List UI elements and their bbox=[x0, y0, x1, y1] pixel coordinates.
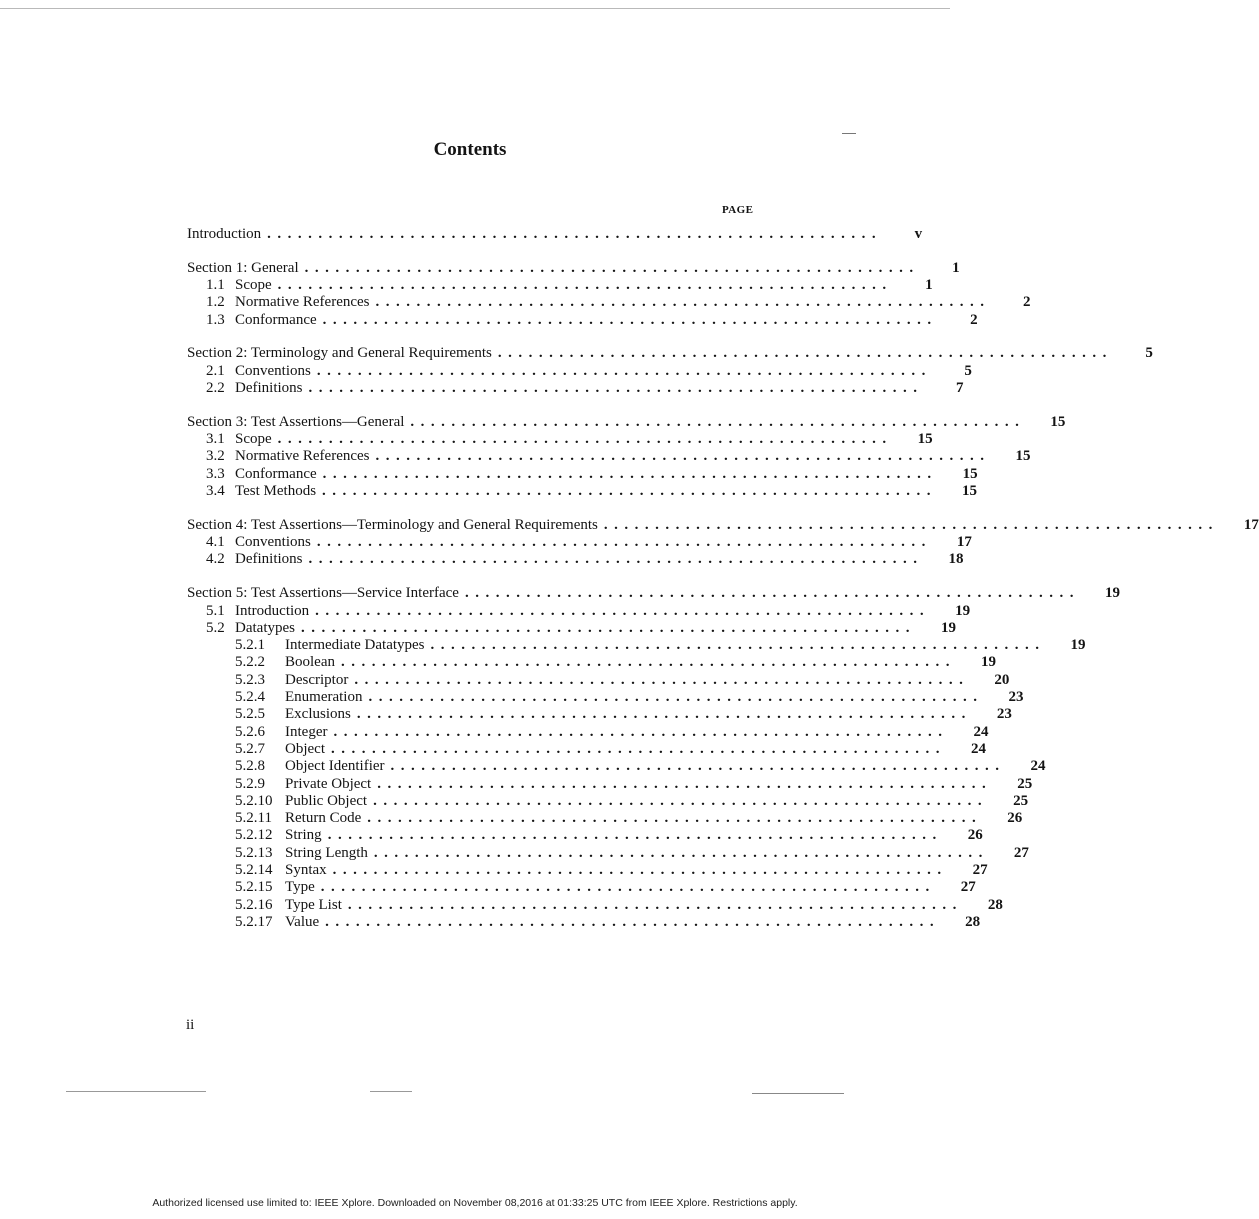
toc-entry-title: Private Object bbox=[285, 775, 372, 792]
toc-entry-title: Value bbox=[285, 913, 320, 930]
toc-entry-number: 5.2.6 bbox=[235, 723, 265, 740]
toc-entry-page: 15 bbox=[1015, 448, 1031, 465]
toc-entry-page: 5 bbox=[1145, 345, 1153, 362]
toc-entry[interactable] bbox=[187, 619, 956, 637]
dot-leader: ............................................................ bbox=[325, 913, 941, 930]
toc-entry-number: 5.2.8 bbox=[235, 758, 265, 775]
dot-leader: ............................................................ bbox=[464, 585, 1080, 602]
toc-entry-page: 17 bbox=[1243, 516, 1259, 533]
toc-entry-title: Section 2: Terminology and General Requirements bbox=[187, 345, 492, 362]
toc-entry-title: Section 3: Test Assertions—General bbox=[187, 413, 405, 430]
toc-entry-title: Section 1: General bbox=[187, 259, 299, 276]
toc-entry-title: Scope bbox=[235, 431, 272, 448]
dot-leader: ............................................................ bbox=[332, 862, 948, 878]
footer-notice: Authorized licensed use limited to: IEEE Xplore. Downloaded on November 08,2016 at 01:33:25 UTC from IEEE Xplore. Restrictions apply. bbox=[152, 1197, 798, 1209]
toc-entry-page: 19 bbox=[981, 654, 996, 671]
dot-leader: ............................................................ bbox=[267, 226, 883, 242]
toc-entry-title: Return Code bbox=[285, 810, 362, 827]
dot-leader: ............................................................ bbox=[316, 362, 932, 379]
dot-leader: ............................................................ bbox=[373, 792, 989, 809]
toc-entry-page: 23 bbox=[1008, 689, 1024, 706]
toc-entry-number: 5.2.2 bbox=[235, 654, 265, 671]
toc-entry[interactable] bbox=[187, 259, 960, 277]
toc-entry-page: 20 bbox=[994, 671, 1010, 688]
toc-entry-title: Datatypes bbox=[235, 619, 295, 636]
toc-entry[interactable] bbox=[187, 654, 996, 671]
dot-leader: ............................................................ bbox=[316, 534, 932, 551]
toc-entry-number: 3.3 bbox=[206, 465, 225, 482]
toc-entry[interactable] bbox=[187, 758, 1046, 775]
toc-entry-page: 15 bbox=[1050, 413, 1066, 430]
dot-leader: ............................................................ bbox=[330, 740, 946, 757]
toc-entry-number: 5.2.17 bbox=[235, 913, 273, 930]
toc-entry[interactable] bbox=[187, 277, 933, 294]
toc-entry-number: 1.1 bbox=[206, 277, 225, 294]
toc-entry-title: Definitions bbox=[235, 380, 303, 397]
scan-mark-bottom-mid bbox=[370, 1091, 412, 1092]
toc-entry[interactable] bbox=[187, 723, 989, 741]
toc-entry-title: Definitions bbox=[235, 551, 303, 568]
dot-leader: ............................................................ bbox=[322, 483, 938, 500]
toc-entry-page: 7 bbox=[956, 380, 964, 397]
toc-entry-title: Syntax bbox=[285, 862, 327, 878]
toc-entry-page: 28 bbox=[965, 913, 981, 930]
toc-entry-number: 1.3 bbox=[206, 311, 225, 328]
toc-entry-page: 25 bbox=[1013, 792, 1029, 809]
toc-entry-number: 4.2 bbox=[206, 551, 225, 568]
toc-entry-title: Intermediate Datatypes bbox=[285, 637, 425, 654]
toc-entry[interactable] bbox=[187, 448, 1031, 465]
toc-entry[interactable] bbox=[187, 827, 983, 844]
toc-entry-title: Section 5: Test Assertions—Service Interface bbox=[187, 585, 459, 602]
toc-entry-title: Normative References bbox=[235, 294, 370, 311]
toc-entry-title: Scope bbox=[235, 277, 272, 294]
toc-entry-title: Boolean bbox=[285, 654, 335, 671]
toc-entry-number: 5.2.7 bbox=[235, 740, 265, 757]
toc-entry-page: v bbox=[914, 226, 923, 242]
scan-mark-right bbox=[842, 133, 856, 134]
toc-entry-title: Descriptor bbox=[285, 671, 349, 688]
dot-leader: ............................................................ bbox=[368, 689, 984, 706]
toc-entry[interactable] bbox=[187, 775, 1033, 793]
dot-leader: ............................................................ bbox=[322, 311, 938, 328]
toc-entry-title: Conventions bbox=[235, 534, 311, 551]
toc-entry-title: Type bbox=[285, 879, 315, 896]
toc-entry[interactable] bbox=[187, 792, 1029, 810]
toc-entry-page: 26 bbox=[1007, 810, 1023, 827]
scan-mark-bottom-left bbox=[66, 1091, 206, 1092]
table-of-contents bbox=[187, 226, 1259, 931]
toc-entry[interactable] bbox=[187, 413, 1066, 431]
toc-entry-title: String bbox=[285, 827, 322, 844]
toc-entry-page: 27 bbox=[972, 862, 988, 878]
toc-entry-page: 28 bbox=[987, 896, 1003, 913]
toc-entry-number: 2.1 bbox=[206, 362, 225, 379]
toc-entry-title: Enumeration bbox=[285, 689, 363, 706]
dot-leader: ............................................................ bbox=[300, 619, 916, 636]
toc-entry-number: 2.2 bbox=[206, 380, 225, 397]
toc-entry[interactable] bbox=[187, 637, 1086, 654]
toc-entry-title: Conventions bbox=[235, 362, 311, 379]
toc-entry-page: 5 bbox=[964, 362, 972, 379]
toc-entry-number: 5.2.10 bbox=[235, 792, 273, 809]
toc-entry-number: 3.2 bbox=[206, 448, 225, 465]
toc-entry-number: 5.2.9 bbox=[235, 775, 265, 792]
toc-entry-page: 27 bbox=[1013, 844, 1029, 861]
toc-entry-page: 24 bbox=[970, 740, 986, 757]
toc-entry-number: 5.2.5 bbox=[235, 706, 265, 723]
toc-entry[interactable] bbox=[187, 362, 972, 380]
toc-entry-number: 5.2.11 bbox=[235, 810, 272, 827]
toc-entry[interactable] bbox=[187, 431, 933, 448]
toc-entry[interactable] bbox=[187, 862, 988, 879]
toc-entry-page: 19 bbox=[955, 602, 971, 619]
toc-entry[interactable] bbox=[187, 380, 964, 397]
toc-entry[interactable] bbox=[187, 585, 1120, 602]
toc-entry[interactable] bbox=[187, 879, 976, 896]
toc-entry[interactable] bbox=[187, 465, 978, 483]
toc-entry-page: 19 bbox=[1070, 637, 1086, 654]
toc-entry-title: Type List bbox=[285, 896, 342, 913]
toc-entry-number: 4.1 bbox=[206, 534, 225, 551]
scan-mark-bottom-right bbox=[752, 1093, 844, 1094]
page-column-header: PAGE bbox=[722, 204, 754, 216]
dot-leader: ............................................................ bbox=[373, 844, 989, 861]
dot-leader: ............................................................ bbox=[410, 413, 1026, 430]
toc-entry[interactable] bbox=[187, 551, 964, 568]
toc-entry-number: 5.2.14 bbox=[235, 862, 273, 878]
toc-entry[interactable] bbox=[187, 689, 1024, 706]
toc-entry-title: Integer bbox=[285, 723, 328, 740]
toc-entry[interactable] bbox=[187, 706, 1012, 723]
dot-leader: ............................................................ bbox=[277, 431, 893, 448]
toc-entry-title: Section 4: Test Assertions—Terminology and General Requirements bbox=[187, 516, 598, 533]
toc-entry[interactable] bbox=[187, 294, 1031, 311]
toc-entry-page: 24 bbox=[973, 723, 989, 740]
dot-leader: ............................................................ bbox=[354, 671, 970, 688]
toc-entry[interactable] bbox=[187, 810, 1023, 827]
toc-entry-number: 5.2.3 bbox=[235, 671, 265, 688]
toc-entry[interactable] bbox=[187, 311, 978, 329]
toc-entry[interactable] bbox=[187, 516, 1259, 534]
page-title: Contents bbox=[433, 139, 507, 160]
toc-entry-title: Introduction bbox=[187, 226, 262, 242]
dot-leader: ............................................................ bbox=[341, 654, 956, 671]
toc-entry-page: 19 bbox=[940, 619, 956, 636]
page-folio: ii bbox=[186, 1017, 195, 1033]
toc-entry[interactable] bbox=[187, 740, 986, 758]
toc-entry-title: Conformance bbox=[235, 465, 317, 482]
dot-leader: ............................................................ bbox=[497, 345, 1113, 362]
dot-leader: ............................................................ bbox=[375, 294, 991, 311]
toc-entry-page: 25 bbox=[1017, 775, 1033, 792]
toc-entry-number: 5.1 bbox=[206, 602, 225, 619]
dot-leader: ............................................................ bbox=[367, 810, 983, 827]
toc-entry-page: 17 bbox=[956, 534, 972, 551]
toc-entry-number: 3.4 bbox=[206, 483, 225, 500]
toc-entry-number: 5.2.4 bbox=[235, 689, 265, 706]
toc-entry[interactable] bbox=[187, 913, 981, 931]
toc-entry-title: Object bbox=[285, 740, 325, 757]
dot-leader: ............................................................ bbox=[603, 516, 1219, 533]
toc-entry-number: 5.2.16 bbox=[235, 896, 273, 913]
dot-leader: ............................................................ bbox=[308, 380, 924, 397]
toc-entry-page: 15 bbox=[962, 483, 978, 500]
toc-entry[interactable] bbox=[187, 483, 978, 500]
toc-entry-page: 15 bbox=[917, 431, 933, 448]
toc-entry-title: Conformance bbox=[235, 311, 317, 328]
toc-entry-title: Public Object bbox=[285, 792, 368, 809]
dot-leader: ............................................................ bbox=[277, 277, 893, 294]
toc-entry-page: 23 bbox=[996, 706, 1012, 723]
toc-entry-page: 15 bbox=[962, 465, 978, 482]
dot-leader: ............................................................ bbox=[390, 758, 1006, 775]
toc-entry-page: 26 bbox=[967, 827, 983, 844]
toc-entry-page: 24 bbox=[1030, 758, 1046, 775]
toc-entry-number: 3.1 bbox=[206, 431, 225, 448]
dot-leader: ............................................................ bbox=[430, 637, 1046, 654]
dot-leader: ............................................................ bbox=[315, 602, 931, 619]
toc-entry-number: 5.2.12 bbox=[235, 827, 273, 844]
toc-entry-title: String Length bbox=[285, 844, 368, 861]
toc-entry-page: 1 bbox=[952, 259, 960, 276]
toc-entry[interactable] bbox=[187, 602, 971, 620]
toc-entry-title: Test Methods bbox=[235, 483, 317, 500]
dot-leader: ............................................................ bbox=[304, 259, 920, 276]
dot-leader: ............................................................ bbox=[320, 879, 936, 896]
toc-entry-page: 2 bbox=[970, 311, 978, 328]
toc-entry-title: Exclusions bbox=[285, 706, 351, 723]
toc-entry-number: 5.2.13 bbox=[235, 844, 273, 861]
dot-leader: ............................................................ bbox=[333, 723, 949, 740]
dot-leader: ............................................................ bbox=[356, 706, 972, 723]
dot-leader: ............................................................ bbox=[308, 551, 924, 568]
toc-entry[interactable] bbox=[187, 534, 972, 551]
dot-leader: ............................................................ bbox=[327, 827, 943, 844]
dot-leader: ............................................................ bbox=[322, 465, 938, 482]
toc-entry-page: 18 bbox=[948, 551, 964, 568]
toc-entry-title: Object Identifier bbox=[285, 758, 385, 775]
toc-entry[interactable] bbox=[187, 345, 1153, 362]
toc-entry[interactable] bbox=[187, 844, 1029, 862]
scan-top-rule bbox=[0, 8, 950, 9]
toc-entry-number: 5.2.15 bbox=[235, 879, 273, 896]
toc-entry-page: 27 bbox=[960, 879, 976, 896]
toc-entry-number: 5.2 bbox=[206, 619, 225, 636]
toc-entry-title: Introduction bbox=[235, 602, 310, 619]
dot-leader: ............................................................ bbox=[375, 448, 991, 465]
toc-entry-page: 19 bbox=[1104, 585, 1120, 602]
toc-entry-title: Normative References bbox=[235, 448, 370, 465]
dot-leader: ............................................................ bbox=[347, 896, 963, 913]
dot-leader: ............................................................ bbox=[377, 775, 993, 792]
toc-entry-number: 5.2.1 bbox=[235, 637, 265, 654]
toc-entry[interactable] bbox=[187, 226, 923, 243]
toc-entry-page: 2 bbox=[1023, 294, 1031, 311]
toc-entry-number: 1.2 bbox=[206, 294, 225, 311]
toc-entry[interactable] bbox=[187, 896, 1003, 914]
toc-entry-page: 1 bbox=[925, 277, 933, 294]
toc-entry[interactable] bbox=[187, 671, 1010, 689]
